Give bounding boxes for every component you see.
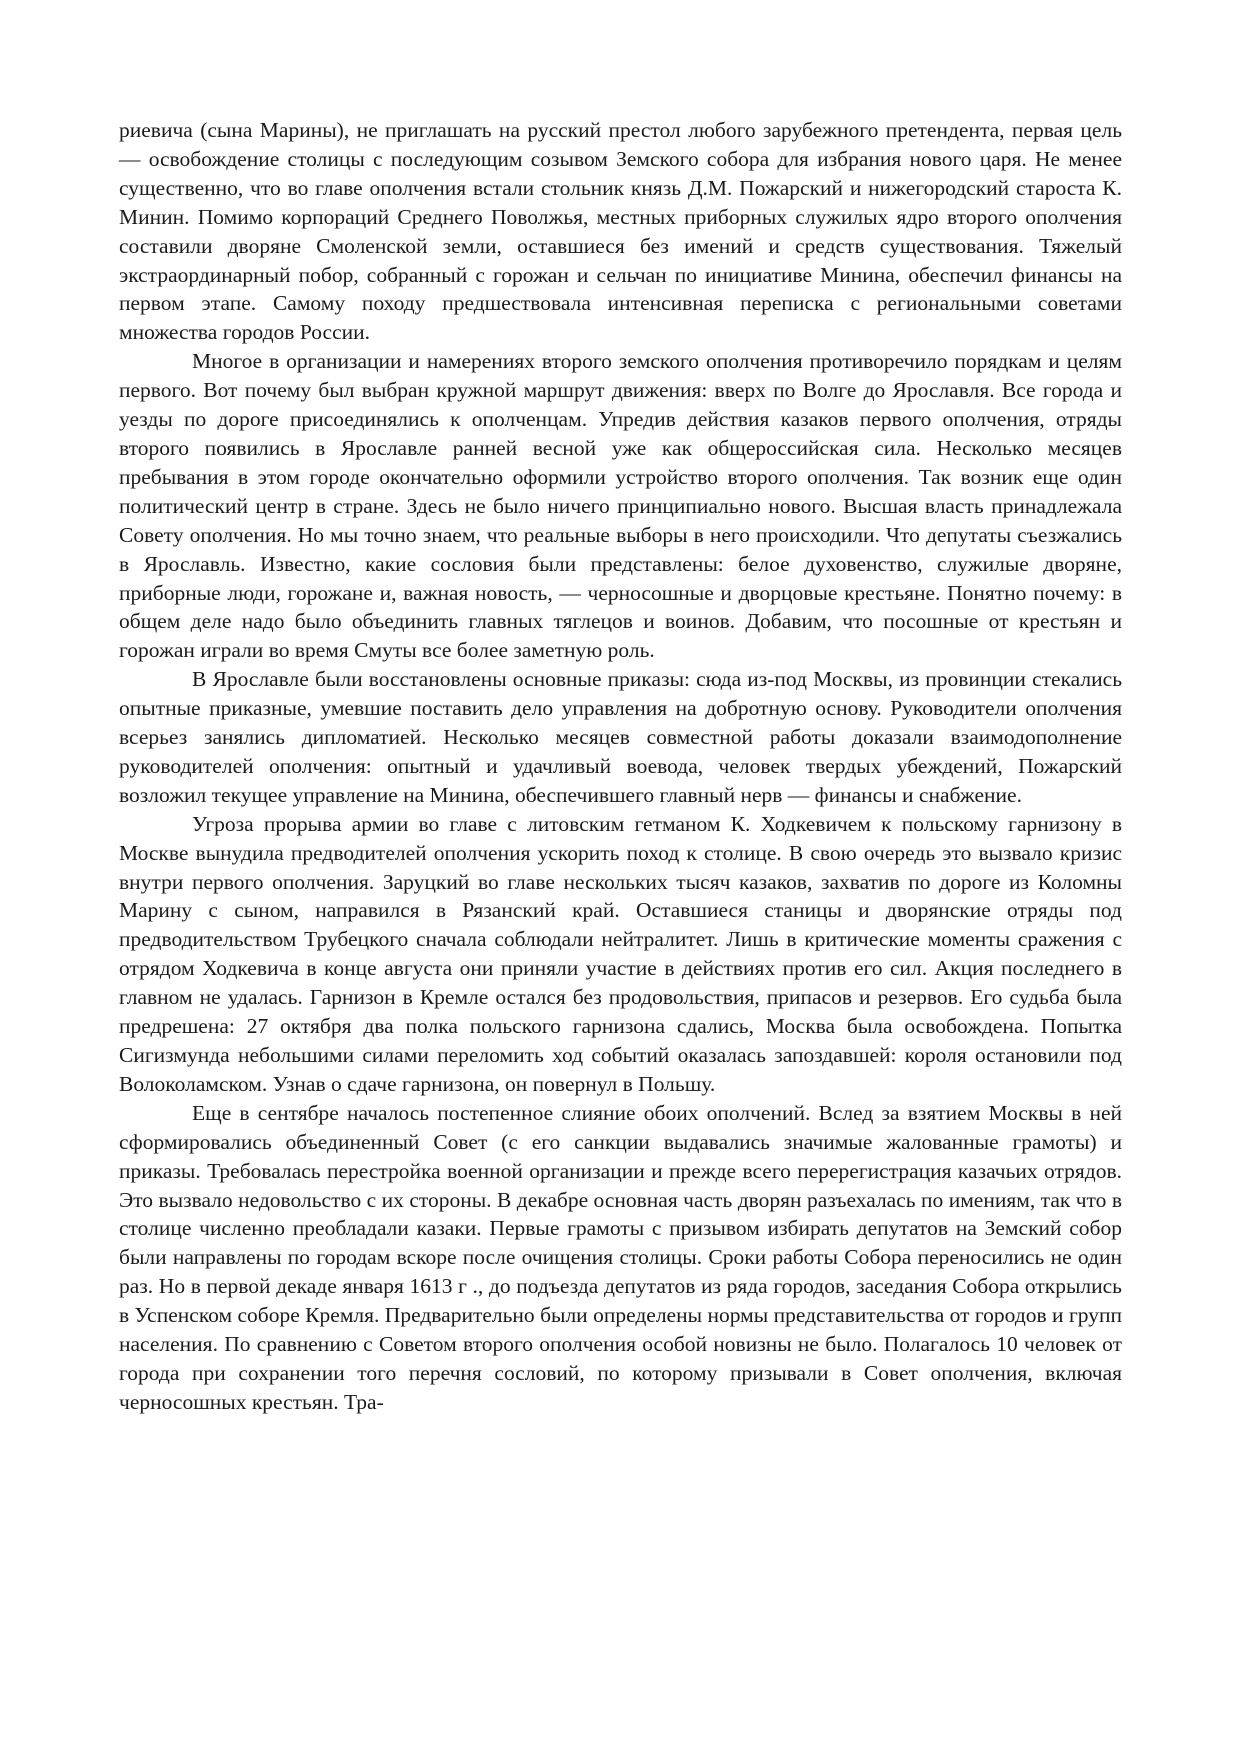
paragraph-4: Угроза прорыва армии во главе с литовским гетманом К. Ходкевичем к польскому гарнизону в Москве вынудила предводителей ополчения ускорить поход к столице. В свою очередь это вызвало кризис внутри первого ополчения. Заруцкий во главе нескольких тысяч казаков, захватив по дороге из Коломны Марину с сыном, направился в Рязанский край. Оставшиеся станицы и дворянские отряды под предводительством Трубецкого сначала соблюдали нейтралитет. Лишь в критические моменты сражения с отрядом Ходкевича в конце августа они приняли участие в действиях против его сил. Акция последнего в главном не удалась. Гарнизон в Кремле остался без продовольствия, припасов и резервов. Его судьба была предрешена: 27 октября два полка польского гарнизона сдались, Москва была освобождена. Попытка Сигизмунда небольшими силами переломить ход событий оказалась запоздавшей: короля остановили под Волоколамском. Узнав о сдаче гарнизона, он повернул в Польшу.: [119, 811, 1122, 1096]
paragraph-3: В Ярославле были восстановлены основные приказы: сюда из-под Москвы, из провинции стекались опытные приказные, умевшие поставить дело управления на добротную основу. Руководители ополчения всерьез занялись дипломатией. Несколько месяцев совместной работы доказали взаимодополнение руководителей ополчения: опытный и удачливый воевода, человек твердых убеждений, Пожарский возложил текущее управление на Минина, обеспечившего главный нерв — финансы и снабжение.: [119, 667, 1122, 807]
document-page: [119, 116, 1122, 1417]
paragraph-5: Еще в сентябре началось постепенное слияние обоих ополчений. Вслед за взятием Москвы в ней сформировались объединенный Совет (с его санкции выдавались значимые жалованные грамоты) и приказы. Требовалась перестройка военной организации и прежде всего перерегистрация казачьих отрядов. Это вызвало недовольство с их стороны. В декабре основная часть дворян разъехалась по имениям, так что в столице численно преобладали казаки. Первые грамоты с призывом избирать депутатов на Земский собор были направлены по городам вскоре после очищения столицы. Сроки работы Собора переносились не один раз. Но в первой декаде января 1613 г ., до подъезда депутатов из ряда городов, заседания Собора открылись в Успенском соборе Кремля. Предварительно были определены нормы представительства от городов и групп населения. По сравнению с Советом второго ополчения особой новизны не было. Полагалось 10 человек от города при сохранении того перечня сословий, по которому призывали в Совет ополчения, включая черносошных крестьян. Тра-: [119, 1100, 1122, 1414]
paragraph-1: риевича (сына Марины), не приглашать на русский престол любого зарубежного претендента, первая цель — освобождение столицы с последующим созывом Земского собора для избрания нового царя. Не менее существенно, что во главе ополчения встали стольник князь Д.М. Пожарский и нижегородский староста К. Минин. Помимо корпораций Среднего Поволжья, местных приборных служилых ядро второго ополчения составили дворяне Смоленской земли, оставшиеся без имений и средств существования. Тяжелый экстраординарный побор, собранный с горожан и сельчан по инициативе Минина, обеспечил финансы на первом этапе. Самому походу предшествовала интенсивная переписка с региональными советами множества городов России.: [119, 118, 1122, 345]
paragraph-2: Многое в организации и намерениях второго земского ополчения противоречило порядкам и целям первого. Вот почему был выбран кружной маршрут движения: вверх по Волге до Ярославля. Все города и уезды по дороге присоединялись к ополченцам. Упредив действия казаков первого ополчения, отряды второго появились в Ярославле ранней весной уже как общероссийская сила. Несколько месяцев пребывания в этом городе окончательно оформили устройство второго ополчения. Так возник еще один политический центр в стране. Здесь не было ничего принципиально нового. Высшая власть принадлежала Совету ополчения. Но мы точно знаем, что реальные выборы в него происходили. Что депутаты съезжались в Ярославль. Известно, какие сословия были представлены: белое духовенство, служилые дворяне, приборные люди, горожане и, важная новость, — черносошные и дворцовые крестьяне. Понятно почему: в общем деле надо было объединить главных тяглецов и воинов. Добавим, что посошные от крестьян и горожан играли во время Смуты все более заметную роль.: [119, 349, 1122, 663]
